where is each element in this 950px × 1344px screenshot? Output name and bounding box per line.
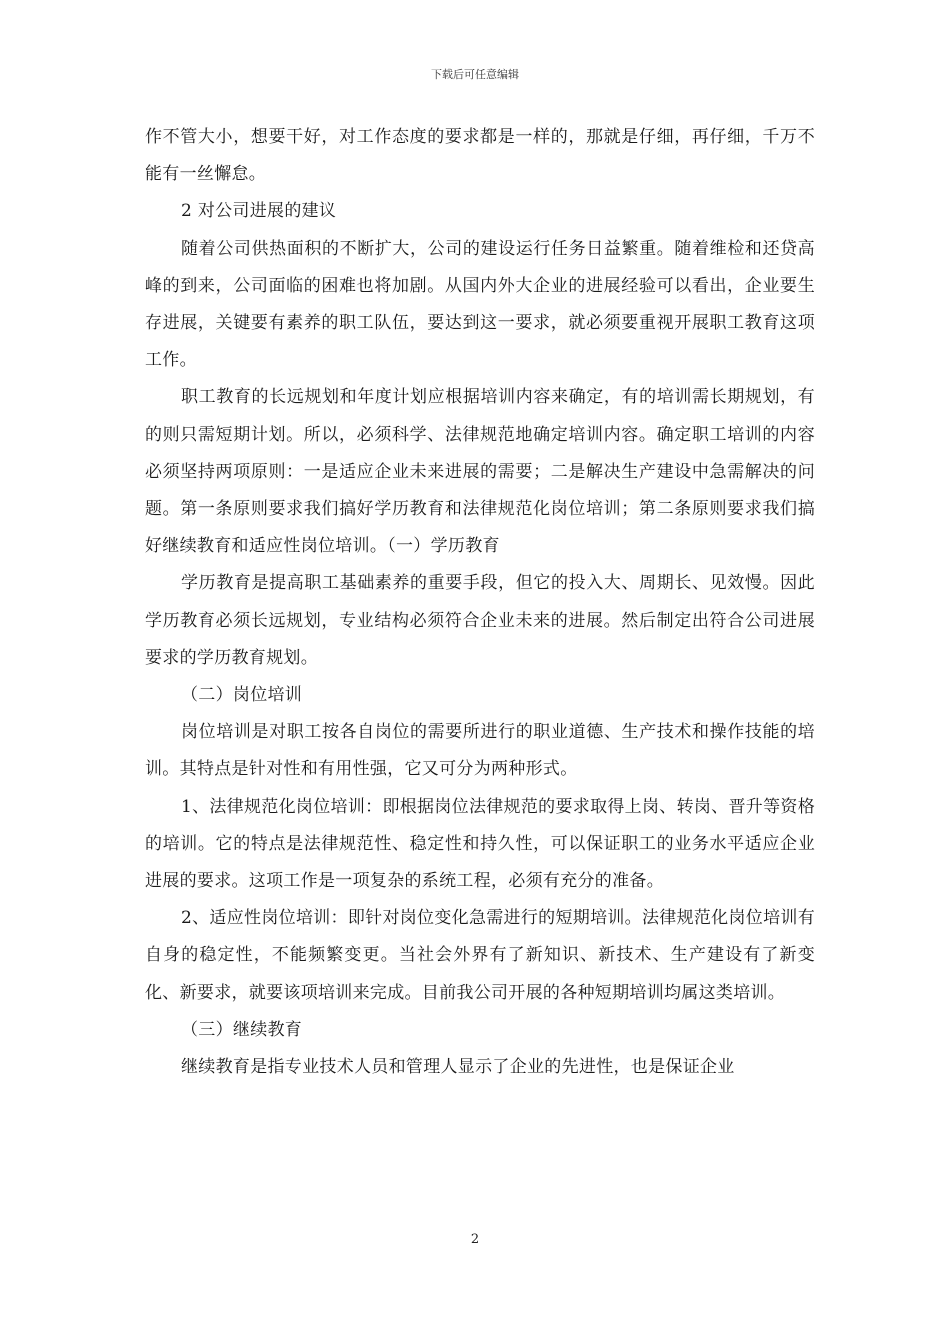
page-number: 2 [470, 1232, 480, 1247]
page-header: 下载后可任意编辑 [431, 68, 519, 81]
paragraph: 职工教育的长远规划和年度计划应根据培训内容来确定，有的培训需长期规划，有的则只需短期计划。所以，必须科学、法律规范地确定培训内容。确定职工培训的内容必须坚持两项原则：一是适应企业未来进展的需要；二是解决生产建设中急需解决的问题。第一条原则要求我们搞好学历教育和法律规范化岗位培训；第二条原则要求我们搞好继续教育和适应性岗位培训。（一）学历教育 [145, 387, 815, 557]
document-body [145, 119, 815, 1086]
paragraph: 随着公司供热面积的不断扩大，公司的建设运行任务日益繁重。随着维检和还贷高峰的到来，公司面临的困难也将加剧。从国内外大企业的进展经验可以看出，企业要生存进展，关键要有素养的职工队伍，要达到这一要求，就必须要重视开展职工教育这项工作。 [145, 238, 815, 371]
paragraph: 继续教育是指专业技术人员和管理人显示了企业的先进性，也是保证企业 [181, 1057, 735, 1078]
paragraph: 2、适应性岗位培训：即针对岗位变化急需进行的短期培训。法律规范化岗位培训有自身的稳定性，不能频繁变更。当社会外界有了新知识、新技术、生产建设有了新变化、新要求，就要该项培训来完成。目前我公司开展的各种短期培训均属这类培训。 [145, 908, 815, 1003]
paragraph: 岗位培训是对职工按各自岗位的需要所进行的职业道德、生产技术和操作技能的培训。其特点是针对性和有用性强，它又可分为两种形式。 [145, 722, 815, 780]
paragraph: 1、法律规范化岗位培训：即根据岗位法律规范的要求取得上岗、转岗、晋升等资格的培训。它的特点是法律规范性、稳定性和持久性，可以保证职工的业务水平适应企业进展的要求。这项工作是一项复杂的系统工程，必须有充分的准备。 [145, 796, 815, 892]
section-heading: （三）继续教育 [181, 1019, 303, 1040]
section-heading: 2 对公司进展的建议 [181, 201, 337, 222]
section-heading: （二）岗位培训 [181, 685, 303, 706]
paragraph: 学历教育是提高职工基础素养的重要手段，但它的投入大、周期长、见效慢。因此学历教育必须长远规划，专业结构必须符合企业未来的进展。然后制定出符合公司进展要求的学历教育规划。 [145, 573, 815, 668]
paragraph: 作不管大小，想要干好，对工作态度的要求都是一样的，那就是仔细，再仔细，千万不能有一丝懈怠。 [145, 127, 815, 185]
